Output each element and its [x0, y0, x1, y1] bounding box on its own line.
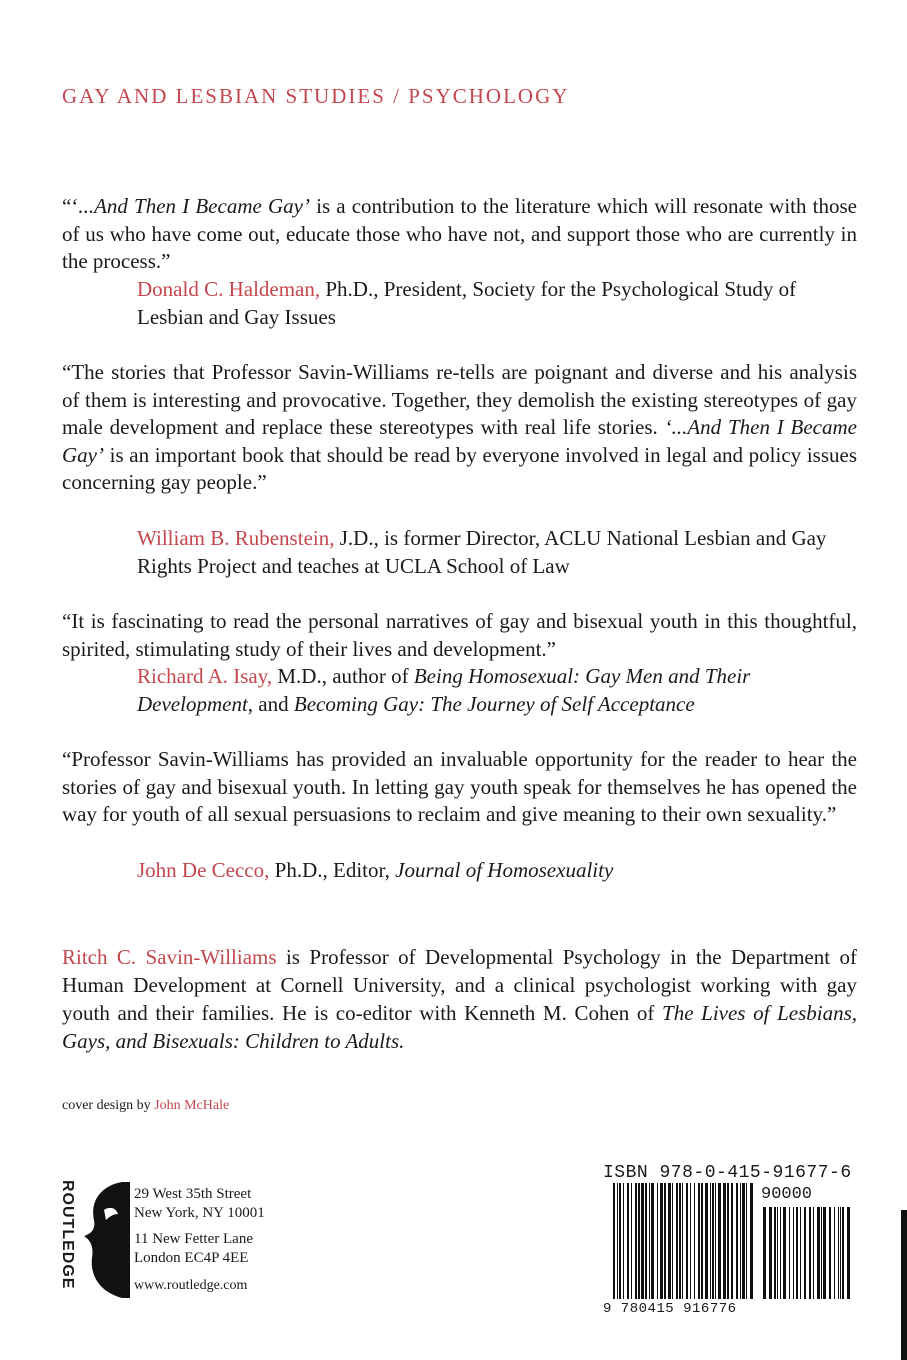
- quote-2-body-b: is an important book that should be read by everyone involved in legal and policy issues concerning gay people.”: [62, 442, 857, 494]
- credit-designer: John McHale: [154, 1098, 230, 1113]
- quote-3-body: “It is fascinating to read the personal narratives of gay and bisexual youth in this thoughtful, spirited, stimulating study of their lives and development.”: [62, 609, 857, 661]
- quote-2-book-title: ‘...And Then I Became Gay’: [62, 415, 857, 467]
- quote-4-text: [62, 746, 857, 829]
- routledge-logo-icon: [60, 1180, 130, 1300]
- quote-4-credential: Ph.D., Editor,: [269, 858, 396, 882]
- quote-3-book-a: Being Homosexual: Gay Men and Their Development: [137, 664, 751, 716]
- author-bio-text: is Professor of Developmental Psychology in the Department of Human Development at Cornell University, and a clinical psychologist working with gay youth and their families. He is co-editor with Kenneth M. Cohen of: [62, 945, 857, 1025]
- author-name: Ritch C. Savin-Williams: [62, 945, 277, 969]
- quote-1-body: is a contribution to the literature which will resonate with those of us who have come out, educate those who have not, and support those who are currently in the process.”: [62, 194, 857, 273]
- quote-4-attribution: [137, 857, 857, 885]
- address-london: [134, 1230, 394, 1268]
- address-ny-line-2: New York, NY 10001: [134, 1205, 265, 1221]
- credit-label: cover design by: [62, 1098, 155, 1113]
- quote-3-credential-b: , and: [247, 691, 294, 716]
- address-new-york: [134, 1185, 394, 1223]
- address-ny-line-1: 29 West 35th Street: [134, 1186, 252, 1202]
- cover-credit: [62, 1098, 229, 1114]
- publisher-name: ROUTLEDGE: [59, 1180, 76, 1290]
- quote-4-body: “Professor Savin-Williams has provided an invaluable opportunity for the reader to hear the stories of gay and bisexual youth. In letting gay youth speak for themselves he has opened the way for youth of all sexual persuasions to reclaim and give meaning to their own sexuality.”: [62, 747, 857, 826]
- barcode-addon-number: 90000: [761, 1185, 813, 1204]
- quote-3-credential-a: M.D., author of: [272, 664, 414, 688]
- author-bio: [62, 943, 857, 1055]
- quote-1-text: [62, 193, 857, 276]
- quote-2-author: William B. Rubenstein,: [137, 526, 335, 550]
- quote-2-text: [62, 359, 857, 497]
- quote-1-book-title: ...And Then I Became Gay’: [78, 194, 310, 218]
- isbn-label: ISBN 978-0-415-91677-6: [603, 1163, 852, 1183]
- barcode: [603, 1163, 853, 1323]
- quote-3-book-b: Becoming Gay: The Journey of Self Acceptance: [293, 691, 695, 716]
- category-label: GAY AND LESBIAN STUDIES / PSYCHOLOGY: [62, 84, 570, 108]
- author-book-title: The Lives of Lesbians, Gays, and Bisexuals: Children to Adults.: [62, 1001, 857, 1053]
- quote-3-attribution: [137, 663, 857, 718]
- quote-1-open: “‘: [62, 194, 79, 218]
- edge-mark: [901, 1210, 907, 1360]
- quote-2-attribution: [137, 525, 857, 580]
- quote-2-body-a: “The stories that Professor Savin-Williams re-tells are poignant and diverse and his analysis of them is interesting and provocative. Together, they demolish the existing stereotypes of gay male development and replace these stereotypes with real life stories.: [62, 360, 857, 439]
- publisher-website: www.routledge.com: [134, 1278, 248, 1293]
- address-london-line-2: London EC4P 4EE: [134, 1250, 249, 1266]
- quote-2-credential: J.D., is former Director, ACLU National Lesbian and Gay Rights Project and teaches at UCLA School of Law: [137, 526, 827, 578]
- quote-1-credential: Ph.D., President, Society for the Psychological Study of Lesbian and Gay Issues: [137, 277, 797, 329]
- address-london-line-1: 11 New Fetter Lane: [134, 1231, 253, 1247]
- quote-1-attribution: [137, 276, 857, 331]
- quote-3-text: [62, 608, 857, 663]
- quote-1-author: Donald C. Haldeman,: [137, 277, 321, 301]
- barcode-ean-number: 9 780415 916776: [603, 1301, 737, 1317]
- quote-3-author: Richard A. Isay,: [137, 664, 273, 688]
- quote-4-journal: Journal of Homosexuality: [395, 858, 614, 882]
- barcode-bars: [603, 1183, 853, 1301]
- quote-4-author: John De Cecco,: [137, 858, 270, 882]
